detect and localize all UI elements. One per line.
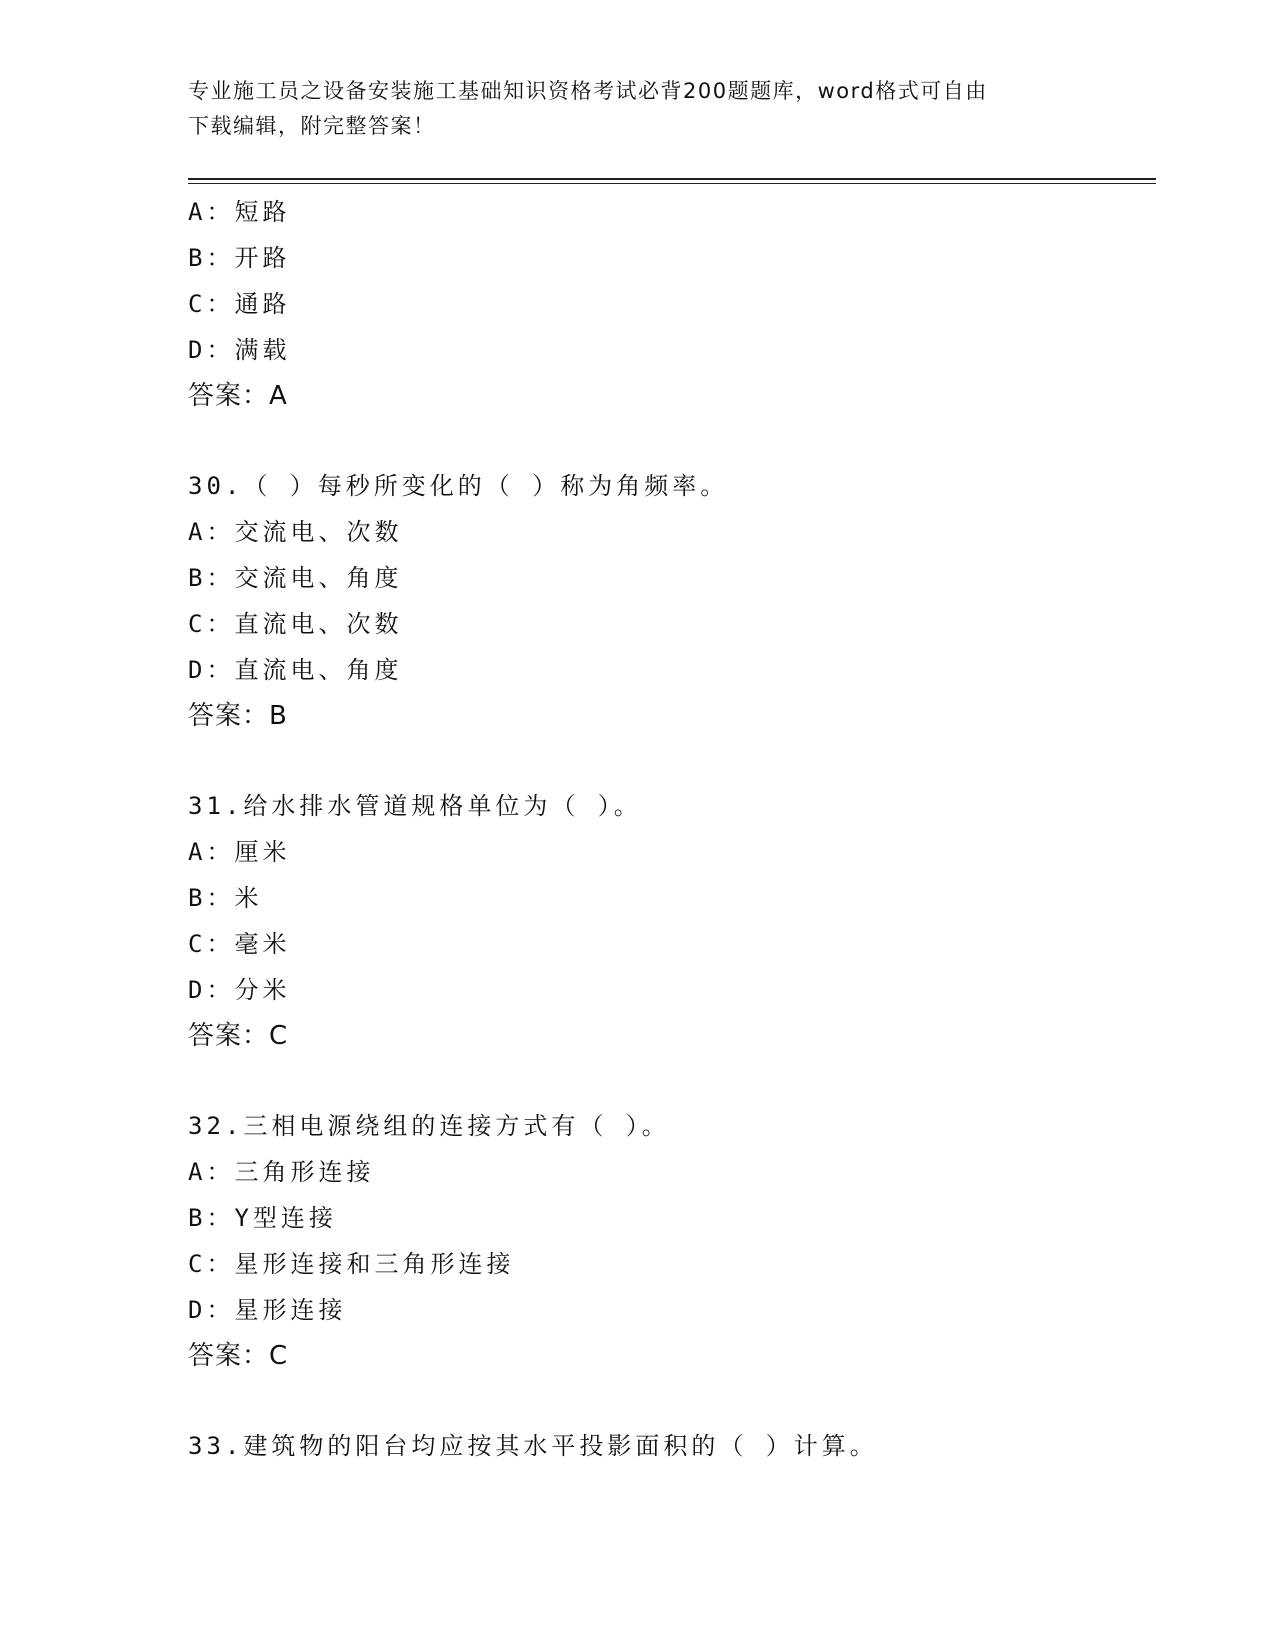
option-b: B：开路 [188, 244, 291, 272]
header-divider-thin [188, 183, 1156, 184]
option-a: A：交流电、次数 [188, 518, 403, 546]
header-title-line-1: 专业施工员之设备安装施工基础知识资格考试必背200题题库，word格式可自由 [188, 79, 988, 103]
question-31 [188, 783, 1148, 1059]
option-b: B：交流电、角度 [188, 564, 403, 592]
question-text: 33.建筑物的阳台均应按其水平投影面积的（ ）计算。 [188, 1432, 878, 1460]
document-header [188, 74, 1088, 144]
option-a: A：三角形连接 [188, 1158, 375, 1186]
document-body [188, 189, 1148, 1469]
option-b: B：米 [188, 884, 263, 912]
option-c: C：星形连接和三角形连接 [188, 1250, 515, 1278]
option-c: C：毫米 [188, 930, 291, 958]
question-30 [188, 463, 1148, 739]
question-29-options [188, 189, 1148, 419]
answer: 答案：C [188, 1021, 289, 1051]
question-33 [188, 1423, 1148, 1469]
option-a: A：厘米 [188, 838, 291, 866]
question-32 [188, 1103, 1148, 1379]
option-a: A：短路 [188, 198, 291, 226]
option-c: C：通路 [188, 290, 291, 318]
option-b: B：Y型连接 [188, 1204, 337, 1232]
question-text: 30.（ ）每秒所变化的（ ）称为角频率。 [188, 472, 729, 500]
header-divider-thick [188, 178, 1156, 180]
question-text: 32.三相电源绕组的连接方式有（ ）。 [188, 1112, 670, 1140]
option-d: D：满载 [188, 336, 291, 364]
option-d: D：星形连接 [188, 1296, 347, 1324]
option-d: D：直流电、角度 [188, 656, 403, 684]
option-d: D：分米 [188, 976, 291, 1004]
option-c: C：直流电、次数 [188, 610, 403, 638]
answer: 答案：C [188, 1341, 289, 1371]
header-title-line-2: 下载编辑，附完整答案！ [188, 114, 436, 138]
question-text: 31.给水排水管道规格单位为（ ）。 [188, 792, 642, 820]
answer: 答案：B [188, 701, 288, 731]
answer: 答案：A [188, 381, 288, 411]
